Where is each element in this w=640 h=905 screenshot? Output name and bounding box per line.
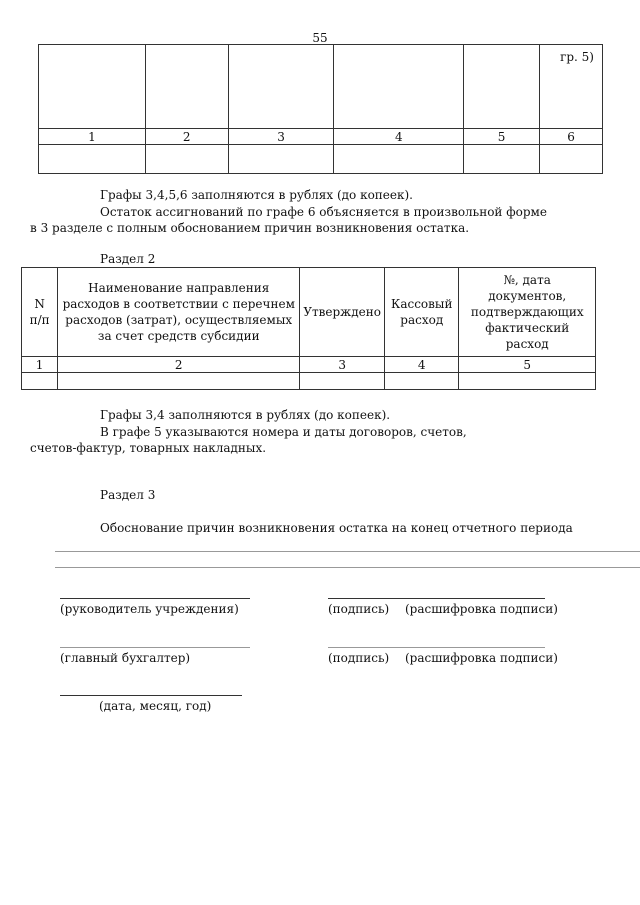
date-label: (дата, месяц, год) (99, 699, 212, 713)
accountant-label: (главный бухгалтер) (60, 651, 191, 665)
column-number: 4 (385, 357, 459, 373)
header-cell (464, 45, 540, 129)
date-line[interactable] (60, 695, 242, 696)
header-documents: №, дата документов, подтверждающих фактический расход (459, 268, 596, 357)
head-signature-line[interactable] (60, 598, 250, 599)
head-signature-label: (подпись) (328, 602, 390, 616)
column-number: 4 (334, 129, 464, 145)
head-sign-decryption-line[interactable] (328, 598, 545, 599)
table-cell[interactable] (228, 145, 334, 174)
note2-line3: счетов-фактур, товарных накладных. (30, 441, 267, 455)
column-number-row (22, 357, 596, 373)
table-cell[interactable] (22, 373, 58, 390)
table-cell[interactable] (300, 373, 385, 390)
table-cell[interactable] (459, 373, 596, 390)
column-number: 2 (58, 357, 300, 373)
page-number: 55 (312, 31, 328, 45)
table-header-row (22, 268, 596, 357)
header-cell (39, 45, 146, 129)
note2-line1: Графы 3,4 заполняются в рублях (до копеек). (100, 408, 391, 422)
column-number: 5 (459, 357, 596, 373)
header-cell-tail: гр. 5) (540, 45, 603, 129)
table-cell[interactable] (145, 145, 228, 174)
header-cell (145, 45, 228, 129)
column-number: 2 (145, 129, 228, 145)
head-decryption-label: (расшифровка подписи) (405, 602, 558, 616)
header-cash-expense: Кассовый расход (385, 268, 459, 357)
accountant-signature-line[interactable] (60, 647, 250, 648)
column-number: 5 (464, 129, 540, 145)
table-row (39, 145, 603, 174)
note1-line3: в 3 разделе с полным обоснованием причин возникновения остатка. (30, 221, 470, 235)
column-number-row (39, 129, 603, 145)
table-section2 (21, 267, 596, 390)
header-number-cell (22, 268, 58, 357)
table-cell[interactable] (540, 145, 603, 174)
header-pp: п/п (29, 313, 50, 327)
table-section1 (38, 44, 603, 174)
section3-justification: Обоснование причин возникновения остатка на конец отчетного периода (100, 521, 573, 535)
note1-line2: Остаток ассигнований по графе 6 объясняется в произвольной форме (100, 205, 547, 219)
accountant-sign-decryption-line[interactable] (328, 647, 545, 648)
table-row (22, 373, 596, 390)
header-cell (228, 45, 334, 129)
table-cell[interactable] (58, 373, 300, 390)
column-number: 3 (300, 357, 385, 373)
justification-line[interactable] (55, 551, 640, 552)
table-cell[interactable] (385, 373, 459, 390)
section3-title: Раздел 3 (100, 488, 156, 502)
column-number: 6 (540, 129, 603, 145)
header-cell (334, 45, 464, 129)
table-cell[interactable] (39, 145, 146, 174)
table-cell[interactable] (334, 145, 464, 174)
column-number: 3 (228, 129, 334, 145)
section2-title: Раздел 2 (100, 252, 156, 266)
accountant-signature-label: (подпись) (328, 651, 390, 665)
accountant-decryption-label: (расшифровка подписи) (405, 651, 558, 665)
note1-line1: Графы 3,4,5,6 заполняются в рублях (до копеек). (100, 188, 413, 202)
note2-line2: В графе 5 указываются номера и даты договоров, счетов, (100, 425, 467, 439)
head-label: (руководитель учреждения) (60, 602, 239, 616)
header-expense-direction: Наименование направления расходов в соответствии с перечнем расходов (затрат), осуществляемых за счет средств субсидии (58, 268, 300, 357)
column-number: 1 (22, 357, 58, 373)
header-approved: Утверждено (300, 268, 385, 357)
table-header-row (39, 45, 603, 129)
table-cell[interactable] (464, 145, 540, 174)
justification-line[interactable] (55, 567, 640, 568)
column-number: 1 (39, 129, 146, 145)
header-n: N (34, 297, 45, 311)
